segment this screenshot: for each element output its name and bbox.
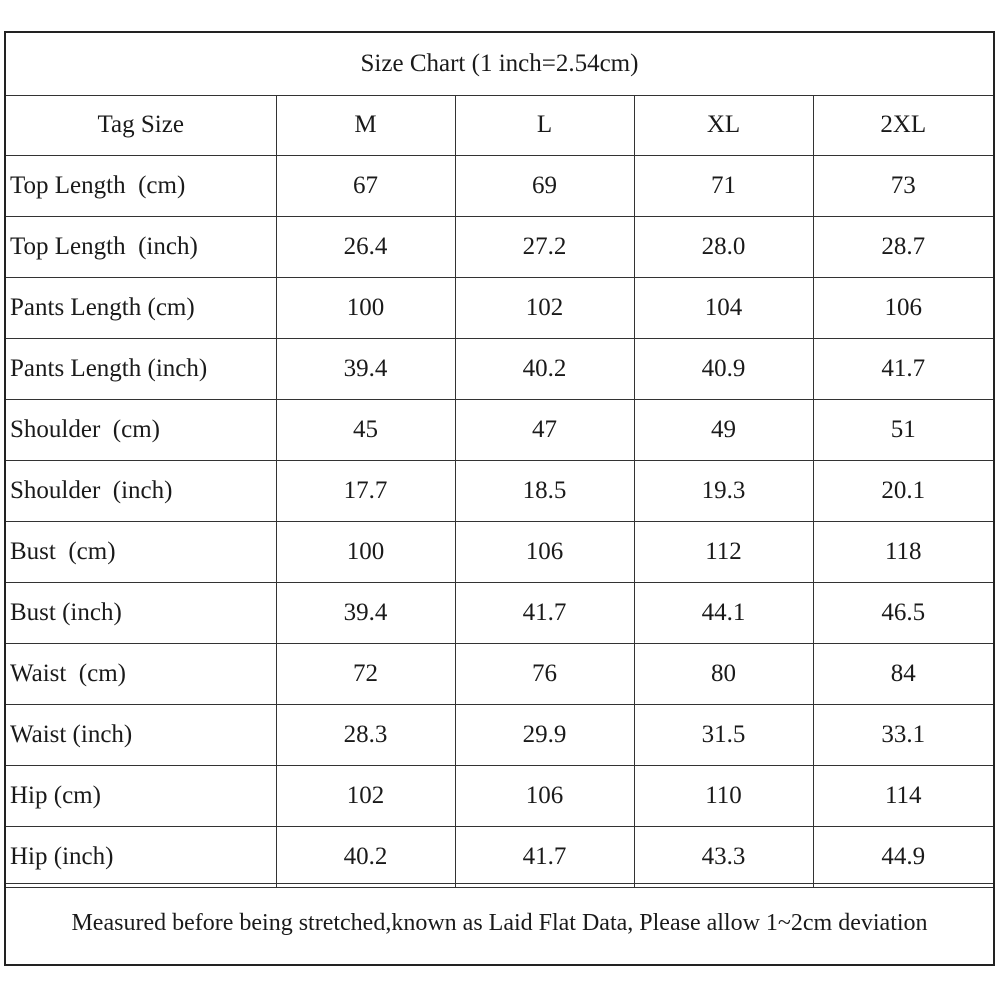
table-cell: 69: [455, 156, 634, 217]
table-row: [6, 278, 993, 339]
table-cell: 20.1: [813, 461, 993, 522]
table-cell: 112: [634, 522, 813, 583]
chart-title: Size Chart (1 inch=2.54cm): [6, 33, 993, 96]
table-row: [6, 217, 993, 278]
table-cell: 106: [813, 278, 993, 339]
table-cell: 45: [276, 400, 455, 461]
table-cell: 72: [276, 644, 455, 705]
size-header-2xl: 2XL: [813, 95, 993, 156]
row-label: Hip (inch): [6, 827, 276, 888]
table-cell: 67: [276, 156, 455, 217]
table-cell: 33.1: [813, 705, 993, 766]
table-row: [6, 644, 993, 705]
table-cell: 39.4: [276, 339, 455, 400]
table-row: [6, 339, 993, 400]
table-cell: 51: [813, 400, 993, 461]
row-label: Top Length (cm): [6, 156, 276, 217]
table-cell: 40.2: [276, 827, 455, 888]
table-cell: 44.9: [813, 827, 993, 888]
table-row: [6, 827, 993, 888]
table-cell: 100: [276, 522, 455, 583]
table-row: [6, 522, 993, 583]
table-cell: 114: [813, 766, 993, 827]
table-cell: 106: [455, 766, 634, 827]
row-label: Hip (cm): [6, 766, 276, 827]
table-row: [6, 583, 993, 644]
row-label: Bust (cm): [6, 522, 276, 583]
table-cell: 28.3: [276, 705, 455, 766]
table-cell: 47: [455, 400, 634, 461]
table-cell: 29.9: [455, 705, 634, 766]
table-cell: 49: [634, 400, 813, 461]
table-cell: 100: [276, 278, 455, 339]
table-cell: 41.7: [455, 827, 634, 888]
size-chart: [4, 31, 995, 966]
table-cell: 40.9: [634, 339, 813, 400]
row-label: Pants Length (inch): [6, 339, 276, 400]
table-cell: 46.5: [813, 583, 993, 644]
table-cell: 40.2: [455, 339, 634, 400]
table-cell: 104: [634, 278, 813, 339]
size-header-xl: XL: [634, 95, 813, 156]
table-cell: 44.1: [634, 583, 813, 644]
table-cell: 41.7: [455, 583, 634, 644]
tag-size-header: Tag Size: [6, 95, 276, 156]
table-cell: 28.0: [634, 217, 813, 278]
row-label: Shoulder (cm): [6, 400, 276, 461]
table-header-row: [6, 95, 993, 156]
size-header-l: L: [455, 95, 634, 156]
table-row: [6, 766, 993, 827]
table-cell: 18.5: [455, 461, 634, 522]
table-cell: 41.7: [813, 339, 993, 400]
row-label: Pants Length (cm): [6, 278, 276, 339]
size-header-m: M: [276, 95, 455, 156]
table-cell: 43.3: [634, 827, 813, 888]
table-cell: 17.7: [276, 461, 455, 522]
table-cell: 28.7: [813, 217, 993, 278]
table-cell: 27.2: [455, 217, 634, 278]
table-cell: 84: [813, 644, 993, 705]
row-label: Shoulder (inch): [6, 461, 276, 522]
row-label: Bust (inch): [6, 583, 276, 644]
size-table: [6, 95, 993, 888]
deviation-note: Measured before being stretched,known as Laid Flat Data, Please allow 1~2cm deviation: [6, 883, 993, 963]
row-label: Top Length (inch): [6, 217, 276, 278]
table-cell: 26.4: [276, 217, 455, 278]
table-cell: 80: [634, 644, 813, 705]
table-cell: 19.3: [634, 461, 813, 522]
table-cell: 76: [455, 644, 634, 705]
table-row: [6, 461, 993, 522]
table-cell: 106: [455, 522, 634, 583]
table-row: [6, 400, 993, 461]
table-cell: 118: [813, 522, 993, 583]
table-row: [6, 156, 993, 217]
table-cell: 102: [455, 278, 634, 339]
table-cell: 102: [276, 766, 455, 827]
row-label: Waist (inch): [6, 705, 276, 766]
table-cell: 31.5: [634, 705, 813, 766]
row-label: Waist (cm): [6, 644, 276, 705]
table-cell: 71: [634, 156, 813, 217]
table-row: [6, 705, 993, 766]
table-cell: 110: [634, 766, 813, 827]
table-cell: 39.4: [276, 583, 455, 644]
table-cell: 73: [813, 156, 993, 217]
